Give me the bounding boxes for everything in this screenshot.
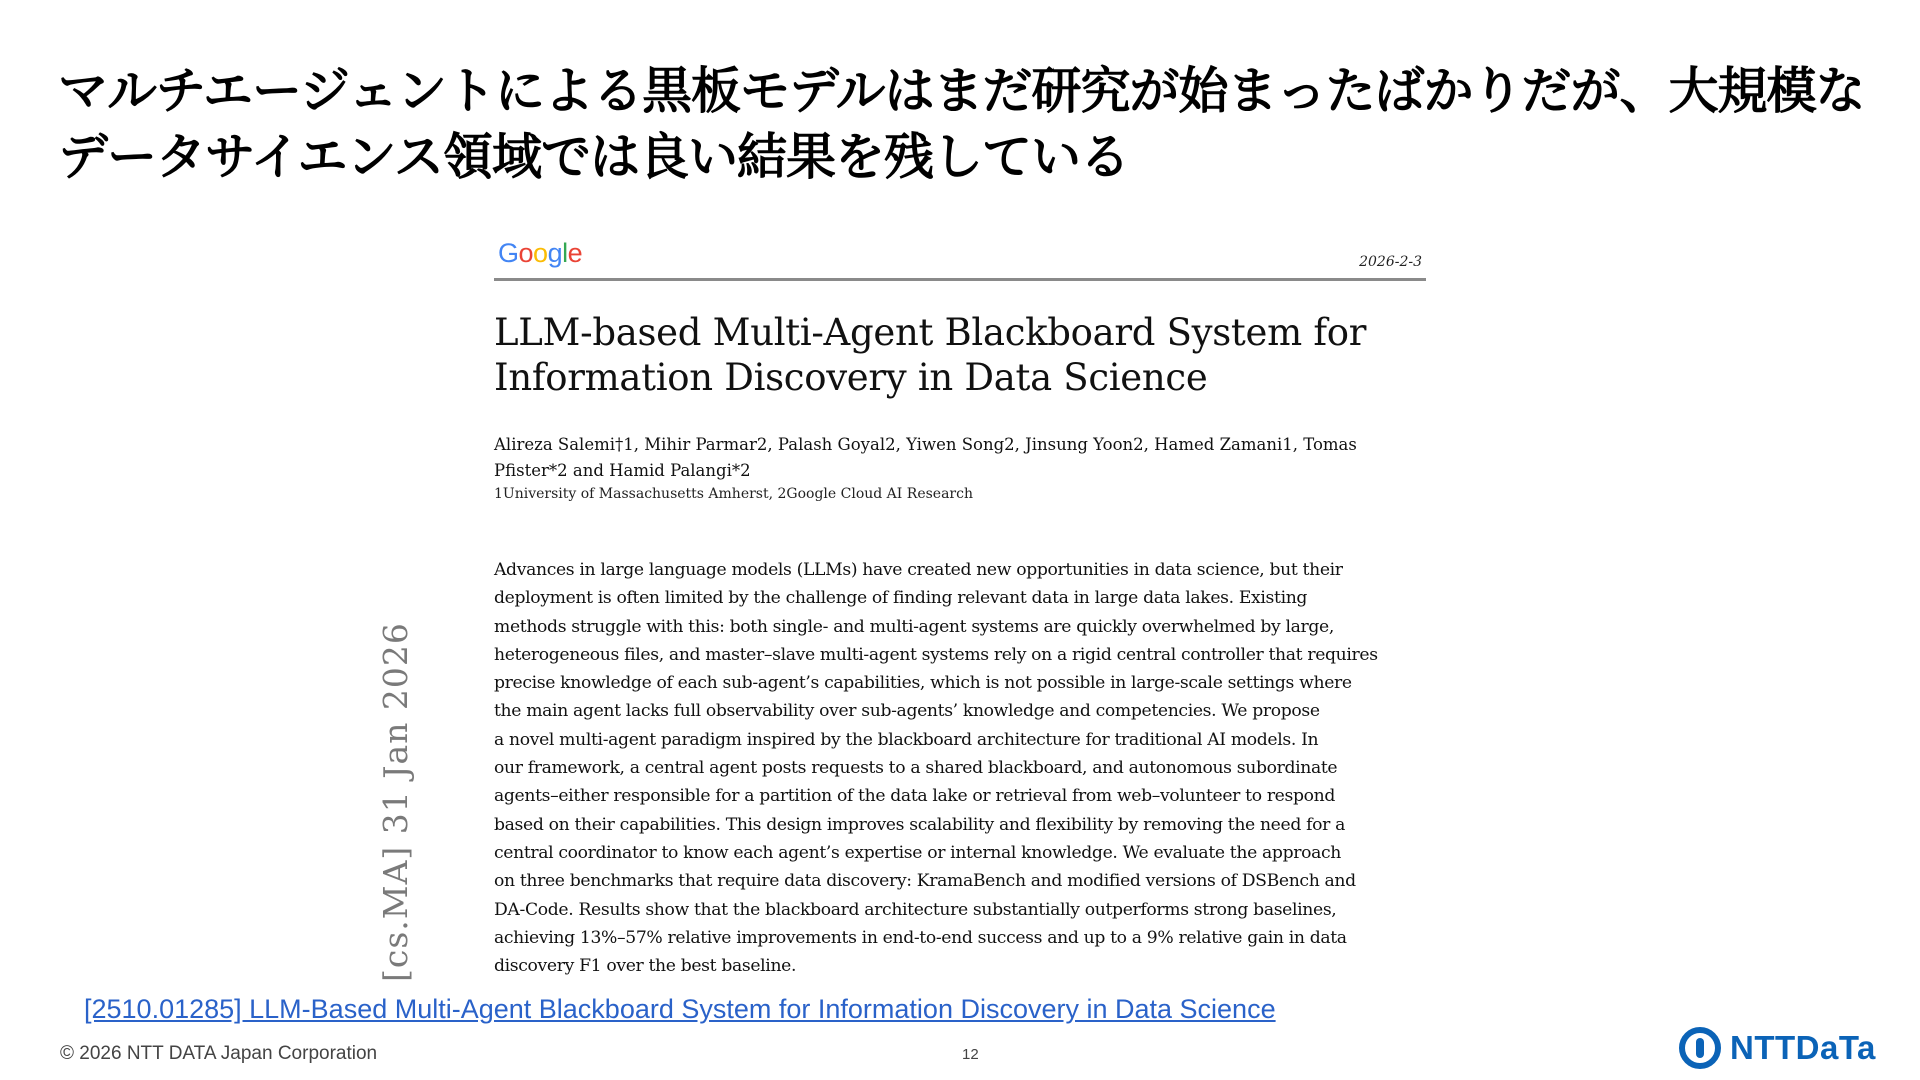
abstract-line: deployment is often limited by the challenge of finding relevant data in large data lakes. Existing	[494, 588, 1308, 609]
abstract-line: a novel multi-agent paradigm inspired by the blackboard architecture for traditional AI models. In	[494, 729, 1319, 750]
paper-author-line: Pfister*2 and Hamid Palangi*2	[494, 461, 751, 480]
paper-date: 2026-2-3	[1359, 254, 1422, 270]
paper-affiliations: 1University of Massachusetts Amherst, 2Google Cloud AI Research	[494, 486, 973, 502]
abstract-line: on three benchmarks that require data discovery: KramaBench and modified versions of DSBench and	[494, 871, 1356, 892]
paper-excerpt	[494, 234, 1426, 984]
ntt-data-logo-text: NTTDaTa	[1730, 1029, 1876, 1066]
abstract-line: DA-Code. Results show that the blackboard architecture substantially outperforms strong baselines,	[494, 899, 1337, 920]
paper-title-line-1: LLM-based Multi-Agent Blackboard System for	[494, 311, 1367, 354]
abstract-line: our framework, a central agent posts requests to a shared blackboard, and autonomous subordinate	[494, 758, 1338, 779]
abstract-line: precise knowledge of each sub-agent’s capabilities, which is not possible in large-scale settings where	[494, 673, 1352, 694]
arxiv-stamp: [cs.MA] 31 Jan 2026	[376, 622, 415, 982]
slide-title	[58, 58, 1878, 190]
source-link[interactable]: [2510.01285] LLM-Based Multi-Agent Blackboard System for Information Discovery in Data Science	[84, 994, 1276, 1024]
paper-title	[494, 310, 1426, 400]
paper-author-line: Alireza Salemi†1, Mihir Parmar2, Palash Goyal2, Yiwen Song2, Jinsung Yoon2, Hamed Zamani1, Tomas	[494, 435, 1357, 454]
google-logo: Google	[498, 238, 583, 268]
paper-abstract	[494, 556, 1426, 980]
page-number: 12	[962, 1046, 979, 1063]
slide-title-line-2: データサイエンス領域では良い結果を残している	[58, 128, 1129, 186]
paper-title-line-2: Information Discovery in Data Science	[494, 356, 1208, 399]
ntt-data-logo	[1678, 1026, 1888, 1072]
ntt-data-logo-icon	[1678, 1026, 1722, 1070]
abstract-line: achieving 13%–57% relative improvements in end-to-end success and up to a 9% relative gain in data	[494, 927, 1347, 948]
paper-authors	[494, 432, 1426, 484]
paper-header	[494, 234, 1426, 281]
abstract-line: central coordinator to know each agent’s expertise or internal knowledge. We evaluate the approach	[494, 842, 1341, 863]
abstract-line: methods struggle with this: both single- and multi-agent systems are quickly overwhelmed by large,	[494, 616, 1334, 637]
abstract-line: Advances in large language models (LLMs) have created new opportunities in data science, but their	[494, 560, 1343, 580]
copyright: © 2026 NTT DATA Japan Corporation	[60, 1043, 378, 1064]
abstract-line: agents–either responsible for a partition of the data lake or retrieval from web–volunteer to respond	[494, 786, 1335, 807]
abstract-line: heterogeneous files, and master–slave multi-agent systems rely on a rigid central controller that requires	[494, 644, 1378, 665]
slide-title-line-1: マルチエージェントによる黒板モデルはまだ研究が始まったばかりだが、大規模な	[58, 62, 1865, 120]
abstract-line: based on their capabilities. This design improves scalability and flexibility by removing the need for a	[494, 814, 1345, 835]
abstract-line: the main agent lacks full observability over sub-agents’ knowledge and competencies. We propose	[494, 701, 1320, 722]
abstract-line: discovery F1 over the best baseline.	[494, 956, 797, 977]
